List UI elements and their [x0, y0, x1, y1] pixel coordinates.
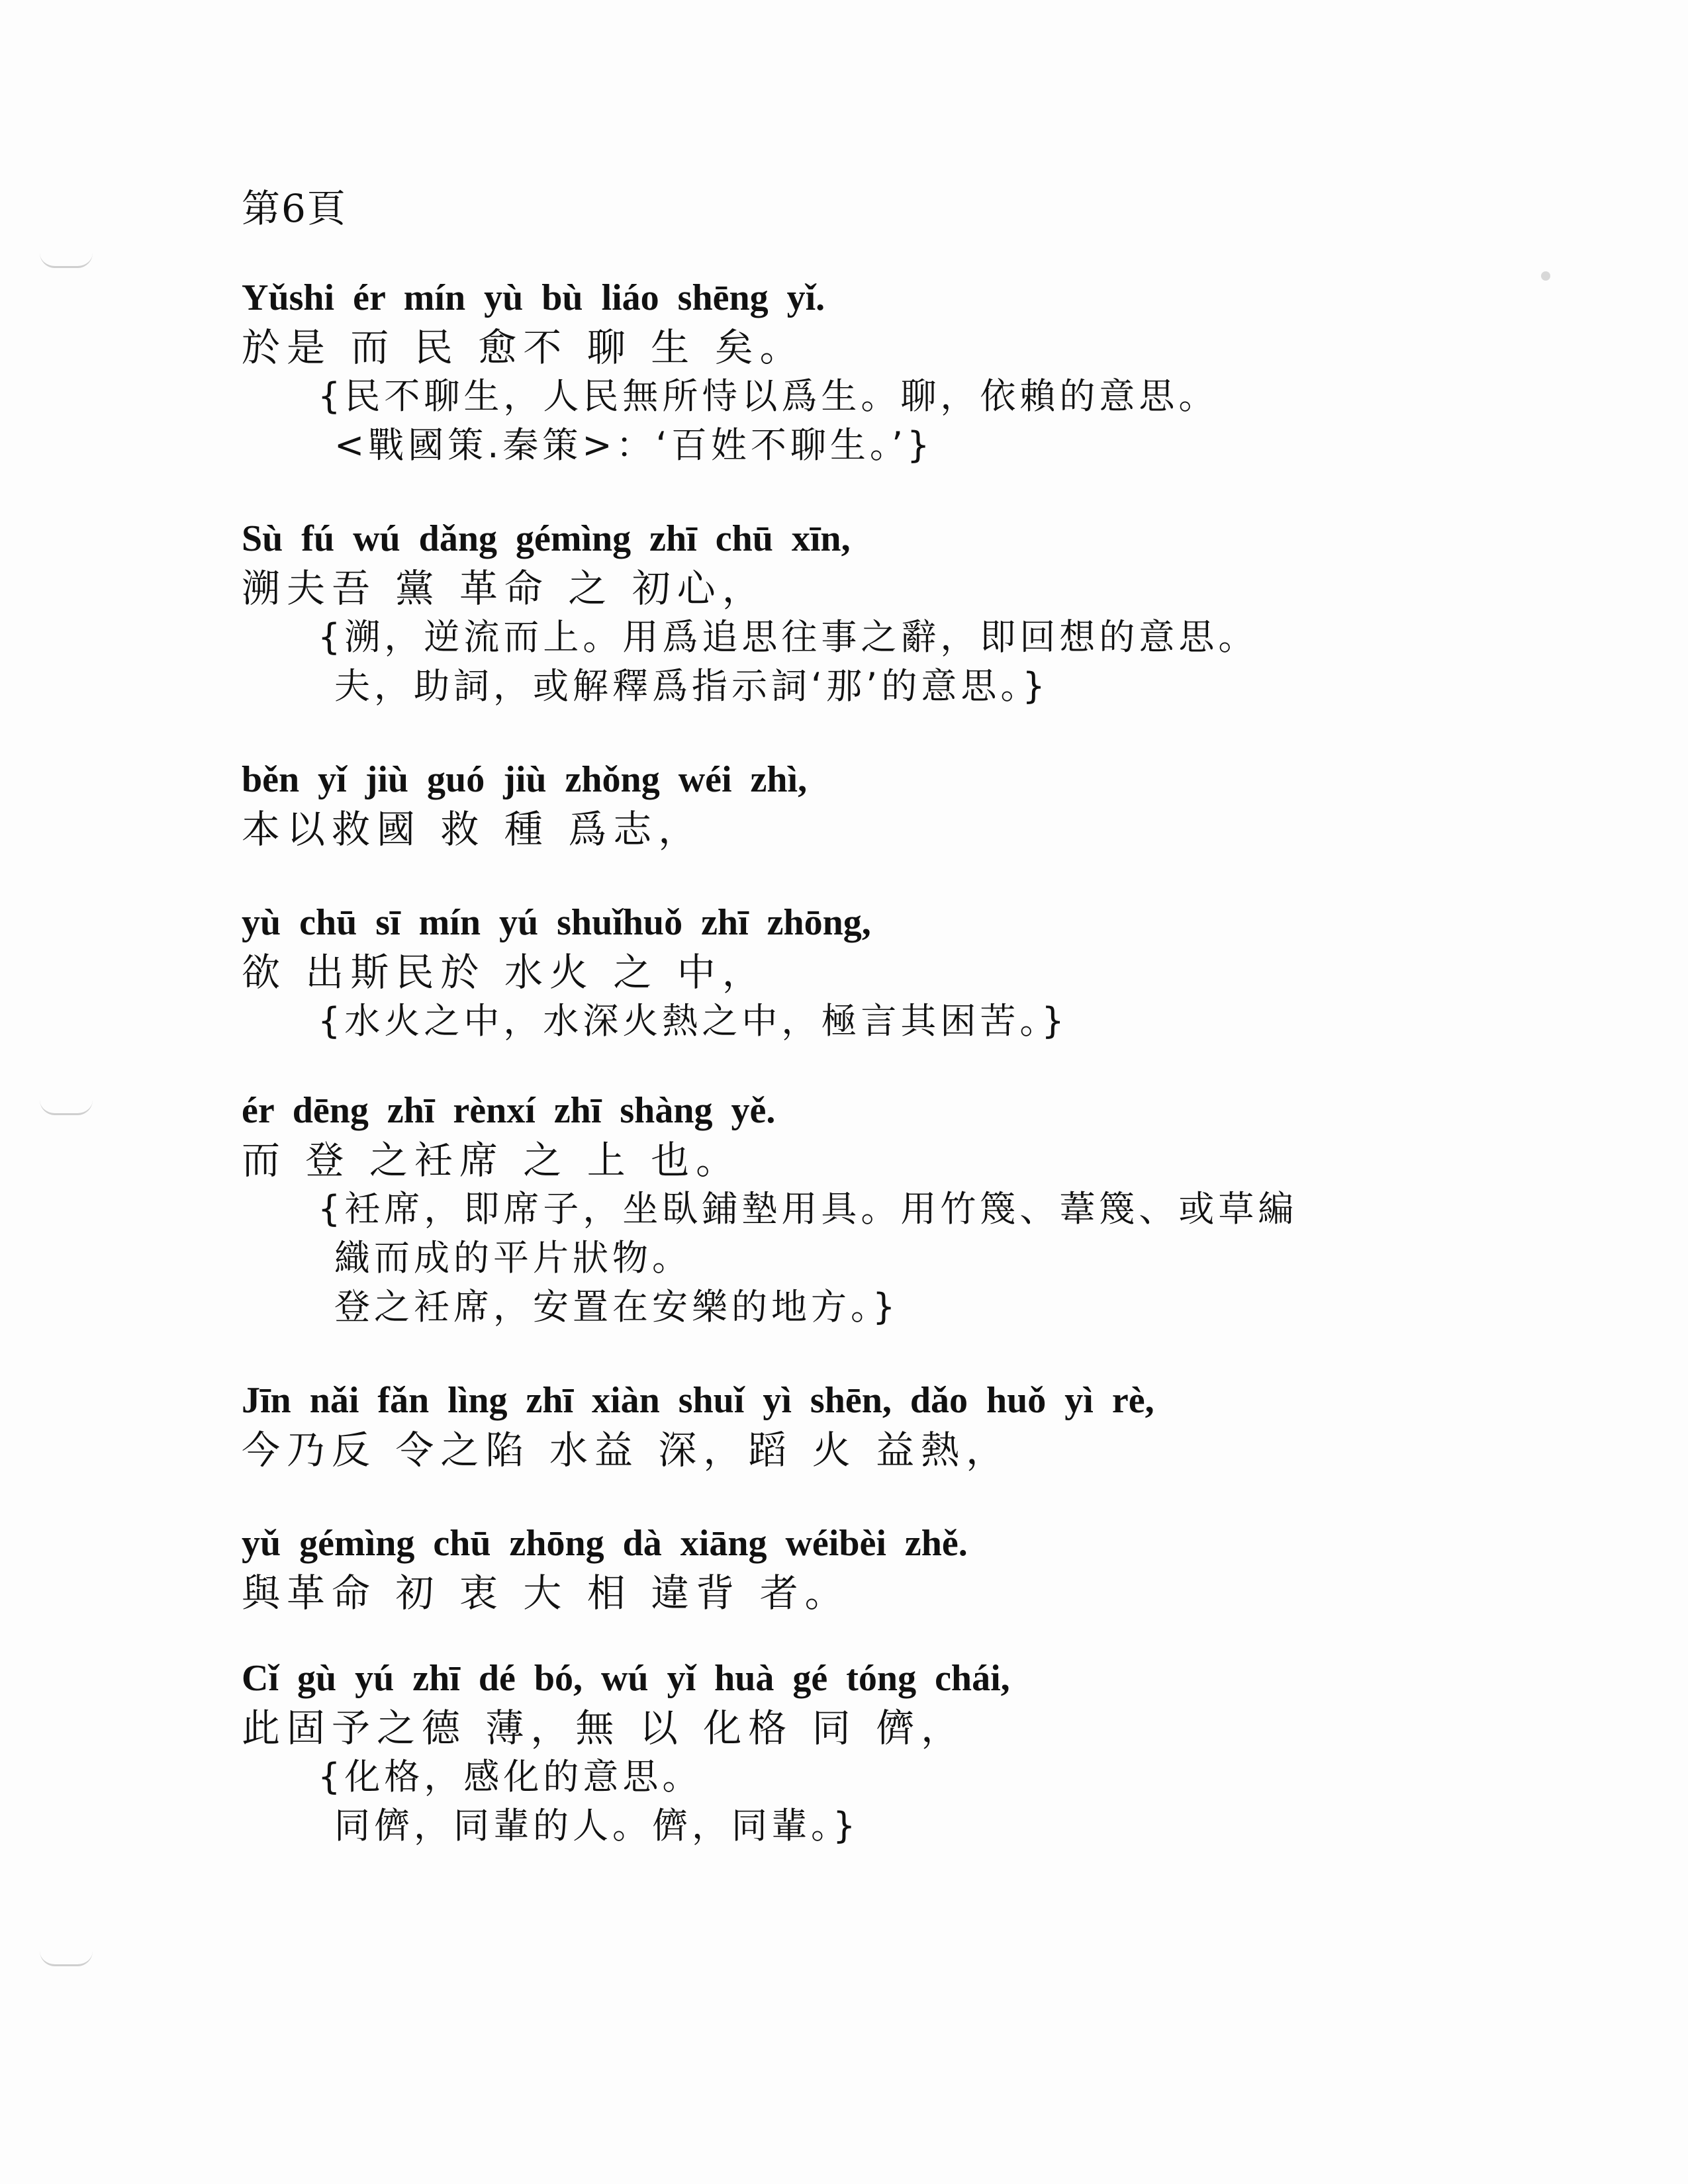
page-number-header: 第6頁 [242, 186, 347, 231]
chinese-line: 而 登 之衽席 之 上 也。 [242, 1138, 741, 1183]
chinese-line: 本以救國 救 種 爲志， [242, 807, 704, 852]
hole-punch-mark-middle [40, 1100, 93, 1115]
pinyin-line: běn yǐ jiù guó jiù zhǒng wéi zhì, [242, 759, 808, 800]
verse-block-7 [242, 1518, 968, 1617]
annotation-line: {溯，逆流而上。用爲追思往事之辭，即回想的意思。 [318, 616, 1258, 658]
pinyin-line: yǔ gémìng chū zhōng dà xiāng wéibèi zhě. [242, 1523, 968, 1564]
annotation-line: {民不聊生，人民無所恃以爲生。聊，依賴的意思。 [318, 375, 1219, 417]
verse-block-4 [242, 897, 1068, 1046]
pinyin-line: ér dēng zhī rènxí zhī shàng yě. [242, 1090, 776, 1131]
hole-punch-mark-bottom [40, 1951, 93, 1966]
verse-block-2 [242, 514, 1258, 711]
verse-block-3 [242, 754, 807, 854]
hole-punch-mark-top [40, 253, 93, 268]
annotation-line: 同儕，同輩的人。儕，同輩。} [334, 1805, 860, 1846]
annotation-line: 織而成的平片狀物。 [334, 1237, 692, 1279]
annotation-line: {衽席，即席子，坐臥鋪墊用具。用竹篾、葦篾、或草編 [318, 1188, 1298, 1230]
verse-block-1 [242, 273, 1218, 470]
pinyin-line: Yǔshi ér mín yù bù liáo shēng yǐ. [242, 277, 825, 318]
annotation-line: {化格，感化的意思。 [318, 1756, 702, 1797]
annotation-line: <戰國策.秦策>：‘百姓不聊生。’} [334, 424, 934, 466]
chinese-line: 與革命 初 衷 大 相 違背 者。 [242, 1570, 850, 1615]
pinyin-line: Sù fú wú dǎng gémìng zhī chū xīn, [242, 518, 851, 559]
annotation-line: 夫，助詞，或解釋爲指示詞‘那’的意思。} [334, 665, 1049, 707]
verse-block-6 [242, 1375, 1154, 1475]
chinese-line: 此固予之德 薄，無 以 化格 同 儕， [242, 1706, 966, 1751]
pinyin-line: Cǐ gù yú zhī dé bó, wú yǐ huà gé tóng chái, [242, 1658, 1010, 1699]
annotation-line: {水火之中，水深火熱之中，極言其困苦。} [318, 1000, 1068, 1042]
chinese-line: 於是 而 民 愈不 聊 生 矣。 [242, 325, 805, 370]
chinese-line: 欲 出斯民於 水火 之 中， [242, 950, 767, 995]
verse-block-8 [242, 1653, 1010, 1850]
annotation-line: 登之衽席，安置在安樂的地方。} [334, 1286, 900, 1328]
verse-block-5 [242, 1085, 1297, 1332]
pinyin-line: Jīn nǎi fǎn lìng zhī xiàn shuǐ yì shēn, dǎo huǒ yì rè, [242, 1380, 1154, 1421]
chinese-line: 今乃反 令之陷 水益 深，蹈 火 益熱， [242, 1428, 1011, 1473]
scan-speck [1541, 271, 1550, 281]
pinyin-line: yù chū sī mín yú shuǐhuǒ zhī zhōng, [242, 902, 871, 943]
chinese-line: 溯夫吾 黨 革命 之 初心， [242, 566, 767, 611]
